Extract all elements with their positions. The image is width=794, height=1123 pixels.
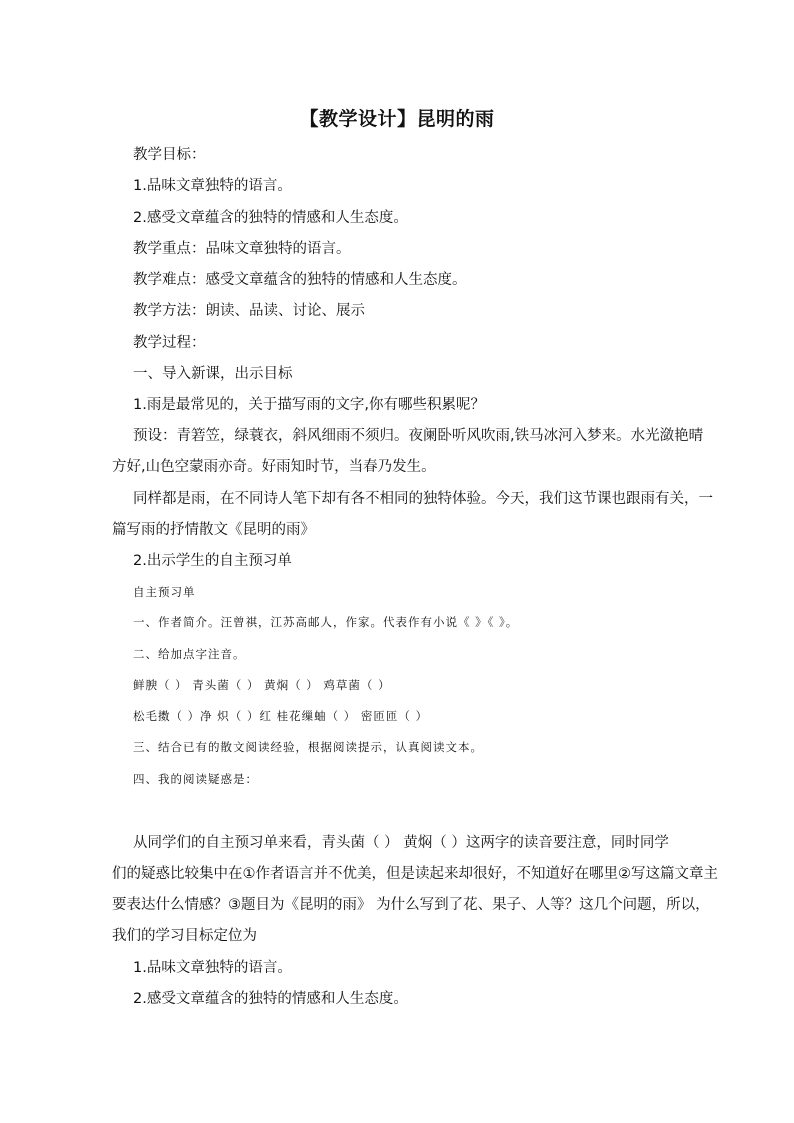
text-line: 1.雨是最常见的，关于描写雨的文字,你有哪些积累呢？ bbox=[133, 397, 485, 413]
text-line: 教学过程： bbox=[133, 335, 206, 351]
preview-line: 一、作者简介。汪曾祺，江苏高邮人，作家。代表作有小说《 》《 》。 bbox=[133, 615, 519, 629]
text-line: 教学重点：品味文章独特的语言。 bbox=[133, 241, 351, 257]
preview-line: 松毛擞（ ）净 炽（ ）红 桂花缫蚰（ ） 密匝匝（ ） bbox=[133, 709, 429, 723]
text-line: 我们的学习目标定位为 bbox=[112, 928, 257, 944]
text-line: 教学目标： bbox=[133, 147, 206, 163]
text-line: 2.感受文章蕴含的独特的情感和人生态度。 bbox=[133, 210, 408, 226]
text-line: 篇写雨的抒情散文《昆明的雨》 bbox=[112, 522, 315, 538]
document-title: 【教学设计】昆明的雨 bbox=[299, 108, 495, 130]
text-line: 同样都是雨，在不同诗人笔下却有各不相同的独特体验。今天，我们这节课也跟雨有关，一 bbox=[133, 491, 713, 507]
text-line: 2.出示学生的自主预习单 bbox=[133, 553, 292, 569]
preview-line: 鲜腴（ ） 青头菌（ ） 黄焖（ ） 鸡草菌（ ） bbox=[133, 678, 391, 692]
text-line: 1.品味文章独特的语言。 bbox=[133, 960, 292, 976]
text-line: 们的疑惑比较集中在①作者语言并不优美，但是读起来却很好，不知道好在哪里②写这篇文章主 bbox=[112, 866, 718, 882]
text-line: 教学难点：感受文章蕴含的独特的情感和人生态度。 bbox=[133, 272, 467, 288]
preview-line: 三、结合已有的散文阅读经验，根据阅读提示，认真阅读文本。 bbox=[133, 740, 483, 754]
text-line: 方好,山色空蒙雨亦奇。好雨知时节，当春乃发生。 bbox=[112, 459, 436, 475]
text-line: 1.品味文章独特的语言。 bbox=[133, 178, 292, 194]
preview-line: 二、给加点字注音。 bbox=[133, 647, 246, 661]
text-line: 要表达什么情感？③题目为《昆明的雨》 为什么写到了花、果子、人等？这几个问题，所以， bbox=[112, 897, 710, 913]
text-line: 一、导入新课，出示目标 bbox=[133, 366, 293, 382]
text-line: 预设：青箬笠，绿蓑衣，斜风细雨不须归。夜阑卧听风吹雨,铁马冰河入梦来。水光潋艳晴 bbox=[133, 428, 704, 444]
text-line: 从同学们的自主预习单来看，青头菌（ ） 黄焖（ ）这两字的读音要注意，同时同学 bbox=[133, 835, 669, 851]
text-line: 教学方法：朗读、品读、讨论、展示 bbox=[133, 303, 365, 319]
text-line: 2.感受文章蕴含的独特的情感和人生态度。 bbox=[133, 991, 408, 1007]
preview-line: 四、我的阅读疑惑是： bbox=[133, 772, 258, 786]
preview-heading: 自主预习单 bbox=[133, 585, 196, 599]
